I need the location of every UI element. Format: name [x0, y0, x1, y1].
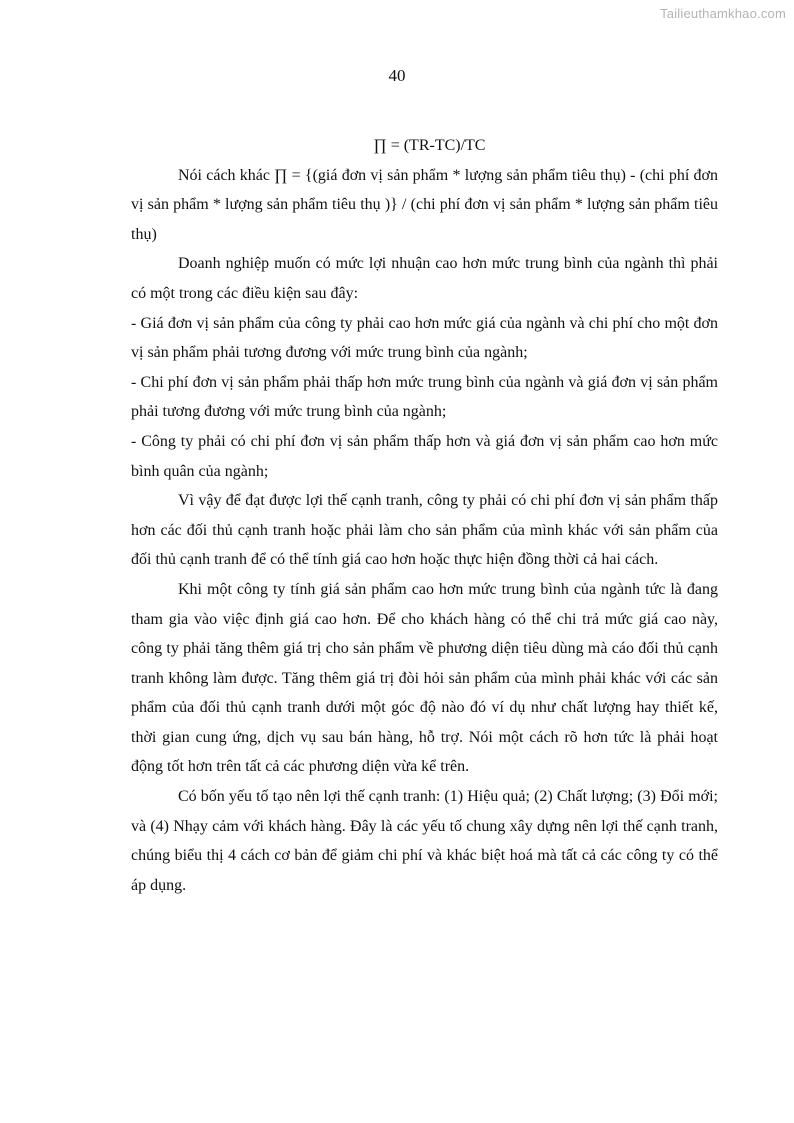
- document-body: [131, 131, 718, 900]
- paragraph-four-factors: Có bốn yếu tố tạo nên lợi thế cạnh tranh: (1) Hiệu quả; (2) Chất lượng; (3) Đổi mới; và (4) Nhạy cảm với khách hàng. Đây là các yếu tố chung xây dựng nên lợi thế cạnh tranh, chúng biểu thị 4 cách cơ bản để giảm chi phí và khác biệt hoá mà tất cả các công ty có thể áp dụng.: [131, 788, 718, 894]
- page-number: 40: [388, 66, 406, 85]
- paragraph-conditions-intro: Doanh nghiệp muốn có mức lợi nhuận cao hơn mức trung bình của ngành thì phải có một trong các điều kiện sau đây:: [131, 255, 718, 302]
- watermark-text: Tailieuthamkhao.com: [660, 6, 786, 21]
- condition-item-3: - Công ty phải có chi phí đơn vị sản phẩm thấp hơn và giá đơn vị sản phẩm cao hơn mức bình quân của ngành;: [131, 432, 718, 480]
- condition-item-2: - Chi phí đơn vị sản phẩm phải thấp hơn mức trung bình của ngành và giá đơn vị sản phẩm phải tương đương với mức trung bình của ngành;: [131, 373, 718, 421]
- paragraph-competitive-advantage: Vì vậy để đạt được lợi thế cạnh tranh, công ty phải có chi phí đơn vị sản phẩm thấp hơn các đối thủ cạnh tranh hoặc phải làm cho sản phẩm của mình khác với sản phẩm của đối thủ cạnh tranh để có thể tính giá cao hơn hoặc thực hiện đồng thời cả hai cách.: [131, 492, 718, 569]
- paragraph-other-words: Nói cách khác ∏ = {(giá đơn vị sản phẩm * lượng sản phẩm tiêu thụ) - (chi phí đơn vị sản phẩm * lượng sản phẩm tiêu thụ )} / (chi phí đơn vị sản phẩm * lượng sản phẩm tiêu thụ): [131, 166, 718, 243]
- paragraph-premium-pricing: Khi một công ty tính giá sản phẩm cao hơn mức trung bình của ngành tức là đang tham gia vào việc định giá cao hơn. Để cho khách hàng có thể chi trả mức giá cao này, công ty phải tăng thêm giá trị cho sản phẩm về phương diện tiêu dùng mà cáo đối thủ cạnh tranh không làm được. Tăng thêm giá trị đòi hỏi sản phẩm của mình phải khác với các sản phẩm của đối thủ cạnh tranh dưới một góc độ nào đó ví dụ như chất lượng hay thiết kế, thời gian cung ứng, dịch vụ sau bán hàng, hỗ trợ. Nói một cách rõ hơn tức là phải hoạt động tốt hơn trên tất cả các phương diện vừa kể trên.: [131, 580, 718, 776]
- condition-item-1: - Giá đơn vị sản phẩm của công ty phải cao hơn mức giá của ngành và chi phí cho một đơn vị sản phẩm phải tương đương với mức trung bình của ngành;: [131, 314, 718, 362]
- profit-formula: ∏ = (TR-TC)/TC: [373, 137, 486, 154]
